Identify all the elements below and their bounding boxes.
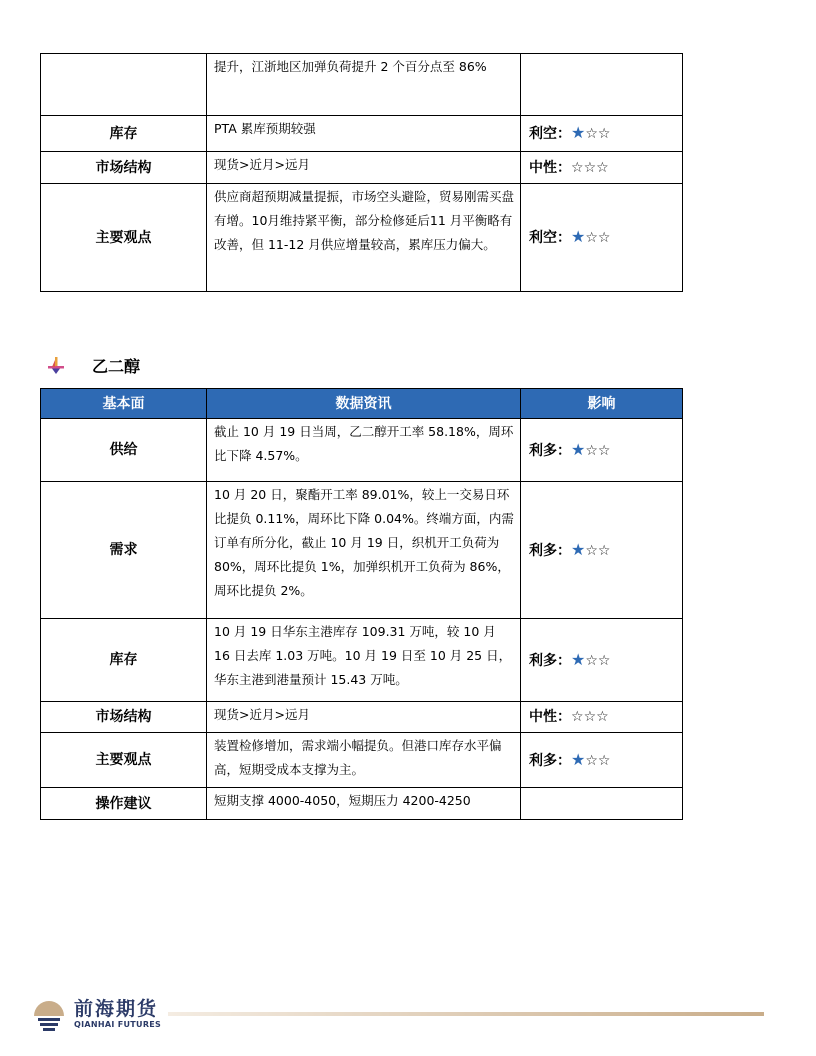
rating-stars (571, 749, 611, 769)
row-label: 供给 (41, 419, 207, 482)
table-row (41, 482, 683, 619)
header-fundamentals: 基本面 (41, 389, 207, 419)
table-pta (40, 53, 683, 292)
star-empty-icon: ☆ (585, 442, 598, 459)
row-label: 库存 (41, 116, 207, 152)
star-empty-icon: ☆ (585, 230, 598, 246)
table-row (41, 619, 683, 702)
star-empty-icon: ☆ (571, 159, 584, 176)
row-impact: 中性：☆☆☆ (521, 152, 683, 184)
star-empty-icon: ☆ (597, 652, 611, 669)
row-impact (521, 788, 683, 820)
row-label: 市场结构 (41, 152, 207, 184)
row-info: 短期支撑 4000-4050，短期压力 4200-4250 (207, 788, 521, 820)
row-impact: 利空：★☆☆ (521, 116, 683, 152)
star-empty-icon: ☆ (597, 230, 611, 246)
star-filled-icon: ★ (571, 539, 586, 559)
row-label: 操作建议 (41, 788, 207, 820)
star-empty-icon: ☆ (596, 159, 609, 176)
row-impact: 利多：★☆☆ (521, 419, 683, 482)
star-empty-icon: ☆ (597, 542, 611, 559)
row-info: 10 月 20 日，聚酯开工率 89.01%，较上一交易日环比提负 0.11%，周环比下降 0.04%。终端方面，内需订单有所分化，截止 10 月 19 日，织机开工负荷为 80%，周环比提负 1%，加弹织机开工负荷为 86%，周环比提负 2%。 (207, 482, 521, 619)
star-empty-icon: ☆ (583, 709, 597, 725)
star-empty-icon: ☆ (596, 709, 609, 725)
star-empty-icon: ☆ (597, 126, 611, 142)
row-label: 主要观点 (41, 184, 207, 292)
row-label (41, 54, 207, 116)
row-info: 现货>近月>远月 (207, 702, 521, 733)
footer-divider (168, 1012, 764, 1016)
row-info: 10 月 19 日华东主港库存 109.31 万吨，较 10 月 16 日去库 1.03 万吨。10 月 19 日至 10 月 25 日，华东主港到港量预计 15.43 万吨。 (207, 619, 521, 702)
section-heading (48, 354, 140, 377)
star-empty-icon: ☆ (571, 709, 584, 725)
row-impact: 利多：★☆☆ (521, 482, 683, 619)
star-empty-icon: ☆ (585, 652, 598, 669)
row-label: 库存 (41, 619, 207, 702)
rating-stars (571, 539, 611, 559)
table-row (41, 116, 683, 152)
section-title: 乙二醇 (92, 357, 141, 376)
star-empty-icon: ☆ (583, 159, 597, 176)
star-empty-icon: ☆ (585, 542, 598, 559)
table-row (41, 184, 683, 292)
star-empty-icon: ☆ (597, 442, 611, 459)
row-info: 供应商超预期减量提振，市场空头避险，贸易刚需买盘有增。10月维持紧平衡，部分检修延后11 月平衡略有改善，但 11-12 月供应增量较高，累库压力偏大。 (207, 184, 521, 292)
row-info: PTA 累库预期较强 (207, 116, 521, 152)
table-row (41, 54, 683, 116)
star-filled-icon: ★ (571, 749, 586, 769)
star-empty-icon: ☆ (585, 752, 598, 769)
row-info: 提升，江浙地区加弹负荷提升 2 个百分点至 86% (207, 54, 521, 116)
rating-stars (571, 439, 611, 459)
row-info: 装置检修增加，需求端小幅提负。但港口库存水平偏高，短期受成本支撑为主。 (207, 733, 521, 788)
logo-en: QIANHAI FUTURES (74, 1019, 162, 1029)
row-label: 主要观点 (41, 733, 207, 788)
star-filled-icon: ★ (571, 439, 586, 459)
row-info: 现货>近月>远月 (207, 152, 521, 184)
table-row (41, 702, 683, 733)
row-impact: 利空：★☆☆ (521, 184, 683, 292)
rating-stars (571, 160, 609, 176)
rating-stars (571, 709, 609, 725)
rating-stars (571, 227, 611, 246)
table-row (41, 788, 683, 820)
row-impact: 利多：★☆☆ (521, 733, 683, 788)
rating-stars (571, 123, 611, 142)
table-row (41, 152, 683, 184)
row-label: 需求 (41, 482, 207, 619)
star-empty-icon: ☆ (597, 752, 611, 769)
table-header-row (41, 389, 683, 419)
table-row (41, 419, 683, 482)
row-impact (521, 54, 683, 116)
row-impact: 利多：★☆☆ (521, 619, 683, 702)
row-info: 截止 10 月 19 日当周，乙二醇开工率 58.18%，周环比下降 4.57%。 (207, 419, 521, 482)
header-data-info: 数据资讯 (207, 389, 521, 419)
star-filled-icon: ★ (571, 227, 586, 246)
qianhai-logo-icon (30, 994, 68, 1032)
row-label: 市场结构 (41, 702, 207, 733)
diamond-bullet-icon (48, 357, 64, 375)
star-filled-icon: ★ (571, 123, 586, 142)
table-meg (40, 388, 683, 820)
logo-cn: 前海期货 (74, 997, 159, 1020)
row-impact: 中性：☆☆☆ (521, 702, 683, 733)
star-empty-icon: ☆ (585, 126, 598, 142)
footer-logo (30, 994, 161, 1032)
header-impact: 影响 (521, 389, 683, 419)
star-filled-icon: ★ (571, 649, 586, 669)
table-row (41, 733, 683, 788)
rating-stars (571, 649, 611, 669)
